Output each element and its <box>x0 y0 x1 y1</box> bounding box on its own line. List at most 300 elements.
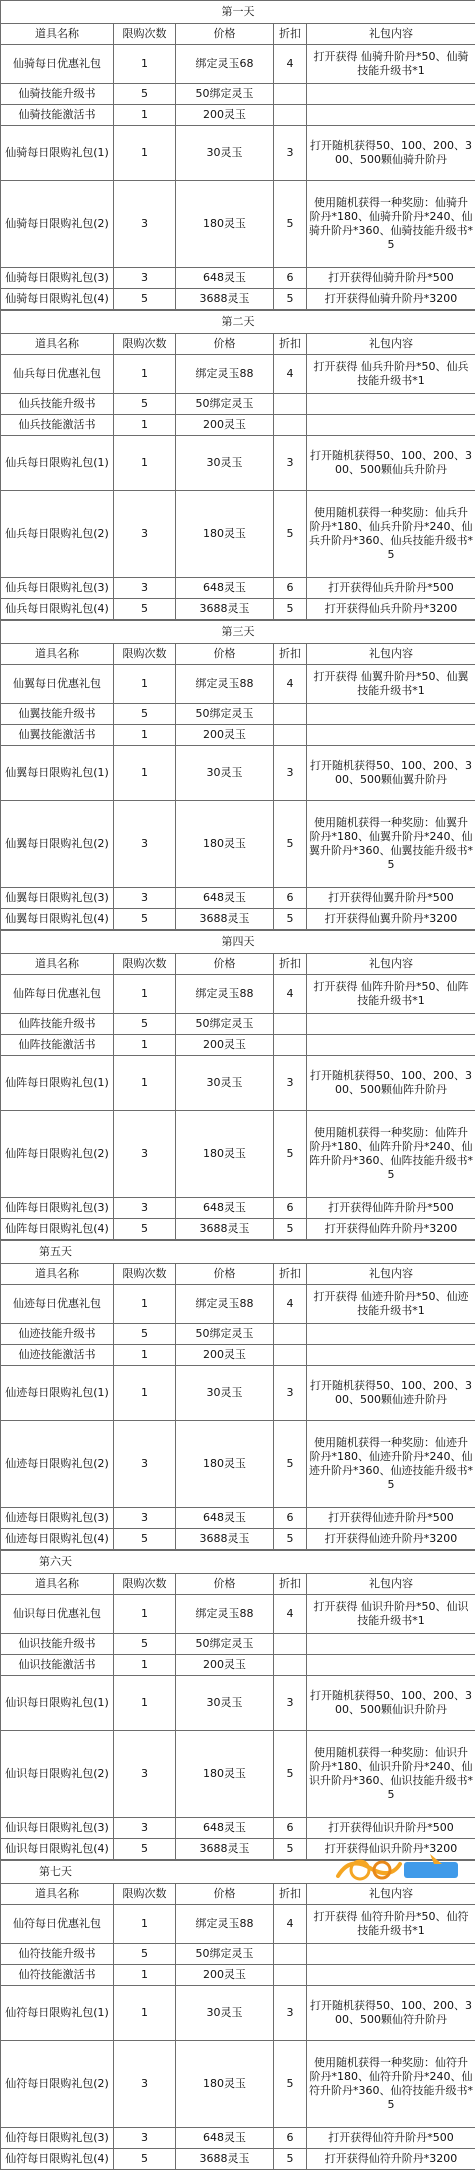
price-cell: 200灵玉 <box>176 725 274 746</box>
table-row <box>1 746 475 801</box>
item-name-cell: 仙迹每日限购礼包(2) <box>1 1421 114 1508</box>
pack-contents-cell: 打开获得仙阵升阶丹*500 <box>307 1198 475 1219</box>
discount-cell: 5 <box>274 1111 307 1198</box>
item-name-cell: 仙兵技能激活书 <box>1 415 114 436</box>
price-cell: 30灵玉 <box>176 1366 274 1421</box>
pack-contents-cell: 打开获得 仙阵升阶丹*50、仙阵技能升级书*1 <box>307 975 475 1014</box>
purchase-limit-cell: 5 <box>114 1219 176 1240</box>
table-row <box>1 725 475 746</box>
purchase-limit-cell: 3 <box>114 268 176 289</box>
purchase-limit-cell: 1 <box>114 1965 176 1986</box>
pack-contents-cell: 打开获得仙识升阶丹*500 <box>307 1818 475 1839</box>
table-row <box>1 801 475 888</box>
discount-cell: 6 <box>274 1198 307 1219</box>
price-cell: 50绑定灵玉 <box>176 1634 274 1655</box>
column-header: 礼包内容 <box>307 334 475 355</box>
column-header: 礼包内容 <box>307 1884 475 1905</box>
column-header: 折扣 <box>274 644 307 665</box>
discount-cell: 3 <box>274 1986 307 2041</box>
pack-contents-cell: 打开随机获得50、100、200、300、500颗仙兵升阶丹 <box>307 436 475 491</box>
table-row <box>1 355 475 394</box>
price-cell: 180灵玉 <box>176 2041 274 2128</box>
column-header: 道具名称 <box>1 1264 114 1285</box>
table-header-row <box>1 24 475 45</box>
price-cell: 50绑定灵玉 <box>176 394 274 415</box>
column-header: 价格 <box>176 1574 274 1595</box>
day-title: 第五天 <box>1 1241 475 1264</box>
day-title: 第四天 <box>1 931 475 954</box>
purchase-limit-cell: 1 <box>114 1345 176 1366</box>
item-name-cell: 仙翼每日优惠礼包 <box>1 665 114 704</box>
price-cell: 50绑定灵玉 <box>176 1324 274 1345</box>
item-name-cell: 仙符每日限购礼包(2) <box>1 2041 114 2128</box>
item-name-cell: 仙兵技能升级书 <box>1 394 114 415</box>
table-header-row <box>1 644 475 665</box>
discount-cell <box>274 704 307 725</box>
day-title: 第七天 <box>1 1861 475 1884</box>
table-row <box>1 181 475 268</box>
price-cell: 200灵玉 <box>176 1035 274 1056</box>
item-name-cell: 仙符每日限购礼包(1) <box>1 1986 114 2041</box>
discount-cell: 3 <box>274 436 307 491</box>
discount-cell <box>274 1655 307 1676</box>
discount-cell <box>274 105 307 126</box>
table-row <box>1 268 475 289</box>
discount-cell: 5 <box>274 1839 307 1860</box>
column-header: 价格 <box>176 1884 274 1905</box>
price-cell: 3688灵玉 <box>176 599 274 620</box>
column-header: 价格 <box>176 954 274 975</box>
item-name-cell: 仙符每日优惠礼包 <box>1 1905 114 1944</box>
discount-cell <box>274 1634 307 1655</box>
purchase-limit-cell: 5 <box>114 1014 176 1035</box>
pack-contents-cell: 打开随机获得50、100、200、300、500颗仙识升阶丹 <box>307 1676 475 1731</box>
pack-contents-cell: 使用随机获得一种奖励：仙骑升阶丹*180、仙骑升阶丹*240、仙骑升阶丹*360、仙骑技能升级书*5 <box>307 181 475 268</box>
purchase-limit-cell: 5 <box>114 394 176 415</box>
table-row <box>1 1905 475 1944</box>
pack-contents-cell: 打开随机获得50、100、200、300、500颗仙翼升阶丹 <box>307 746 475 801</box>
table-row <box>1 84 475 105</box>
day-table <box>0 1240 475 1550</box>
item-name-cell: 仙骑每日限购礼包(2) <box>1 181 114 268</box>
column-header: 道具名称 <box>1 24 114 45</box>
table-row <box>1 1529 475 1550</box>
price-cell: 绑定灵玉88 <box>176 975 274 1014</box>
table-row <box>1 1986 475 2041</box>
purchase-limit-cell: 1 <box>114 746 176 801</box>
price-cell: 30灵玉 <box>176 1676 274 1731</box>
pack-contents-cell: 打开获得 仙识升阶丹*50、仙识技能升级书*1 <box>307 1595 475 1634</box>
pack-contents-cell: 打开获得仙符升阶丹*3200 <box>307 2149 475 2170</box>
discount-cell <box>274 1345 307 1366</box>
day-title: 第六天 <box>1 1551 475 1574</box>
discount-cell: 3 <box>274 1366 307 1421</box>
discount-cell <box>274 1944 307 1965</box>
table-row <box>1 704 475 725</box>
table-row <box>1 1014 475 1035</box>
pack-contents-cell: 打开获得 仙骑升阶丹*50、仙骑技能升级书*1 <box>307 45 475 84</box>
purchase-limit-cell: 1 <box>114 1285 176 1324</box>
column-header: 折扣 <box>274 1574 307 1595</box>
column-header: 折扣 <box>274 954 307 975</box>
purchase-limit-cell: 3 <box>114 1111 176 1198</box>
table-row <box>1 2128 475 2149</box>
pack-contents-cell: 打开随机获得50、100、200、300、500颗仙符升阶丹 <box>307 1986 475 2041</box>
purchase-limit-cell: 5 <box>114 704 176 725</box>
column-header: 礼包内容 <box>307 954 475 975</box>
table-row <box>1 415 475 436</box>
item-name-cell: 仙识每日限购礼包(2) <box>1 1731 114 1818</box>
price-cell: 180灵玉 <box>176 491 274 578</box>
pack-contents-cell: 打开获得仙骑升阶丹*500 <box>307 268 475 289</box>
column-header: 折扣 <box>274 1264 307 1285</box>
table-row <box>1 491 475 578</box>
pack-contents-cell: 打开获得 仙兵升阶丹*50、仙兵技能升级书*1 <box>307 355 475 394</box>
table-row <box>1 1366 475 1421</box>
item-name-cell: 仙符每日限购礼包(4) <box>1 2149 114 2170</box>
item-name-cell: 仙阵技能升级书 <box>1 1014 114 1035</box>
price-cell: 30灵玉 <box>176 746 274 801</box>
item-name-cell: 仙识每日限购礼包(1) <box>1 1676 114 1731</box>
site-logo-watermark <box>330 1850 470 1884</box>
price-cell: 绑定灵玉88 <box>176 665 274 704</box>
purchase-limit-cell: 5 <box>114 1634 176 1655</box>
column-header: 道具名称 <box>1 954 114 975</box>
discount-cell <box>274 1035 307 1056</box>
purchase-limit-cell: 1 <box>114 725 176 746</box>
table-header-row <box>1 1264 475 1285</box>
discount-cell: 5 <box>274 801 307 888</box>
purchase-limit-cell: 1 <box>114 1905 176 1944</box>
item-name-cell: 仙识技能激活书 <box>1 1655 114 1676</box>
pack-contents-cell: 使用随机获得一种奖励：仙识升阶丹*180、仙识升阶丹*240、仙识升阶丹*360、仙识技能升级书*5 <box>307 1731 475 1818</box>
purchase-limit-cell: 1 <box>114 355 176 394</box>
item-name-cell: 仙阵每日限购礼包(3) <box>1 1198 114 1219</box>
item-name-cell: 仙兵每日限购礼包(4) <box>1 599 114 620</box>
pack-contents-cell: 使用随机获得一种奖励：仙兵升阶丹*180、仙兵升阶丹*240、仙兵升阶丹*360、仙兵技能升级书*5 <box>307 491 475 578</box>
purchase-limit-cell: 3 <box>114 1731 176 1818</box>
discount-cell: 6 <box>274 578 307 599</box>
item-name-cell: 仙兵每日限购礼包(1) <box>1 436 114 491</box>
column-header: 道具名称 <box>1 1574 114 1595</box>
discount-cell: 5 <box>274 2149 307 2170</box>
discount-cell: 5 <box>274 1529 307 1550</box>
purchase-limit-cell: 5 <box>114 909 176 930</box>
table-row <box>1 1111 475 1198</box>
day-title: 第一天 <box>1 1 475 24</box>
discount-cell: 6 <box>274 1508 307 1529</box>
price-cell: 50绑定灵玉 <box>176 84 274 105</box>
price-cell: 180灵玉 <box>176 181 274 268</box>
purchase-limit-cell: 3 <box>114 1421 176 1508</box>
price-cell: 648灵玉 <box>176 1818 274 1839</box>
table-row <box>1 2149 475 2170</box>
discount-cell: 3 <box>274 126 307 181</box>
price-cell: 3688灵玉 <box>176 1529 274 1550</box>
day-title-row <box>1 1241 475 1264</box>
column-header: 限购次数 <box>114 954 176 975</box>
price-cell: 30灵玉 <box>176 1986 274 2041</box>
purchase-limit-cell: 3 <box>114 1508 176 1529</box>
discount-cell: 4 <box>274 1285 307 1324</box>
discount-cell <box>274 415 307 436</box>
column-header: 限购次数 <box>114 1264 176 1285</box>
discount-cell: 5 <box>274 181 307 268</box>
purchase-limit-cell: 5 <box>114 289 176 310</box>
table-row <box>1 1944 475 1965</box>
purchase-limit-cell: 3 <box>114 2041 176 2128</box>
column-header: 礼包内容 <box>307 1574 475 1595</box>
pack-contents-cell <box>307 1634 475 1655</box>
day-title-row <box>1 1 475 24</box>
price-cell: 50绑定灵玉 <box>176 704 274 725</box>
price-cell: 绑定灵玉88 <box>176 1595 274 1634</box>
price-cell: 50绑定灵玉 <box>176 1014 274 1035</box>
pack-contents-cell: 打开随机获得50、100、200、300、500颗仙骑升阶丹 <box>307 126 475 181</box>
purchase-limit-cell: 5 <box>114 599 176 620</box>
price-cell: 30灵玉 <box>176 436 274 491</box>
price-cell: 200灵玉 <box>176 1345 274 1366</box>
item-name-cell: 仙阵每日优惠礼包 <box>1 975 114 1014</box>
table-row <box>1 1965 475 1986</box>
discount-cell: 6 <box>274 1818 307 1839</box>
purchase-limit-cell: 1 <box>114 1986 176 2041</box>
item-name-cell: 仙迹每日限购礼包(3) <box>1 1508 114 1529</box>
price-cell: 绑定灵玉88 <box>176 1285 274 1324</box>
table-row <box>1 1324 475 1345</box>
purchase-limit-cell: 1 <box>114 975 176 1014</box>
column-header: 礼包内容 <box>307 644 475 665</box>
discount-cell: 5 <box>274 1421 307 1508</box>
price-cell: 648灵玉 <box>176 268 274 289</box>
table-row <box>1 888 475 909</box>
pack-contents-cell <box>307 394 475 415</box>
item-name-cell: 仙识每日优惠礼包 <box>1 1595 114 1634</box>
discount-cell <box>274 1014 307 1035</box>
column-header: 道具名称 <box>1 334 114 355</box>
discount-cell: 5 <box>274 909 307 930</box>
pack-contents-cell: 使用随机获得一种奖励：仙迹升阶丹*180、仙迹升阶丹*240、仙迹升阶丹*360、仙迹技能升级书*5 <box>307 1421 475 1508</box>
purchase-limit-cell: 1 <box>114 126 176 181</box>
purchase-limit-cell: 5 <box>114 1839 176 1860</box>
pack-contents-cell: 打开获得仙识升阶丹*3200 <box>307 1839 475 1860</box>
item-name-cell: 仙翼每日限购礼包(2) <box>1 801 114 888</box>
discount-cell: 6 <box>274 268 307 289</box>
table-header-row <box>1 954 475 975</box>
item-name-cell: 仙骑每日限购礼包(3) <box>1 268 114 289</box>
pack-contents-cell: 打开获得仙阵升阶丹*3200 <box>307 1219 475 1240</box>
pack-contents-cell <box>307 1965 475 1986</box>
discount-cell: 5 <box>274 491 307 578</box>
column-header: 限购次数 <box>114 24 176 45</box>
purchase-limit-cell: 1 <box>114 1035 176 1056</box>
day-title-row <box>1 1551 475 1574</box>
purchase-limit-cell: 1 <box>114 45 176 84</box>
discount-cell: 4 <box>274 1905 307 1944</box>
discount-cell: 3 <box>274 1056 307 1111</box>
table-row <box>1 1345 475 1366</box>
purchase-limit-cell: 1 <box>114 436 176 491</box>
pack-contents-cell: 打开获得仙迹升阶丹*3200 <box>307 1529 475 1550</box>
table-row <box>1 394 475 415</box>
pack-contents-cell: 打开随机获得50、100、200、300、500颗仙迹升阶丹 <box>307 1366 475 1421</box>
purchase-limit-cell: 5 <box>114 84 176 105</box>
discount-cell <box>274 725 307 746</box>
table-row <box>1 2041 475 2128</box>
day-table <box>0 310 475 620</box>
pack-contents-cell: 打开获得仙符升阶丹*500 <box>307 2128 475 2149</box>
purchase-limit-cell: 1 <box>114 1366 176 1421</box>
table-row <box>1 45 475 84</box>
pack-contents-cell: 打开获得 仙迹升阶丹*50、仙迹技能升级书*1 <box>307 1285 475 1324</box>
day-table <box>0 620 475 930</box>
column-header: 礼包内容 <box>307 1264 475 1285</box>
table-row <box>1 665 475 704</box>
price-cell: 30灵玉 <box>176 1056 274 1111</box>
discount-cell: 5 <box>274 1731 307 1818</box>
purchase-limit-cell: 3 <box>114 181 176 268</box>
purchase-limit-cell: 1 <box>114 1595 176 1634</box>
discount-cell: 3 <box>274 1676 307 1731</box>
purchase-limit-cell: 3 <box>114 578 176 599</box>
purchase-limit-cell: 3 <box>114 801 176 888</box>
item-name-cell: 仙翼每日限购礼包(4) <box>1 909 114 930</box>
table-row <box>1 126 475 181</box>
price-cell: 200灵玉 <box>176 1965 274 1986</box>
pack-contents-cell <box>307 415 475 436</box>
table-row <box>1 1508 475 1529</box>
table-row <box>1 1035 475 1056</box>
column-header: 限购次数 <box>114 1884 176 1905</box>
item-name-cell: 仙兵每日限购礼包(3) <box>1 578 114 599</box>
price-cell: 648灵玉 <box>176 1508 274 1529</box>
day-title: 第三天 <box>1 621 475 644</box>
table-row <box>1 1595 475 1634</box>
item-name-cell: 仙迹每日优惠礼包 <box>1 1285 114 1324</box>
price-cell: 绑定灵玉68 <box>176 45 274 84</box>
price-cell: 180灵玉 <box>176 1111 274 1198</box>
pack-contents-cell: 打开获得仙翼升阶丹*3200 <box>307 909 475 930</box>
table-header-row <box>1 334 475 355</box>
table-row <box>1 1056 475 1111</box>
price-cell: 648灵玉 <box>176 888 274 909</box>
purchase-limit-cell: 3 <box>114 2128 176 2149</box>
pack-contents-cell: 打开获得仙兵升阶丹*500 <box>307 578 475 599</box>
discount-cell: 6 <box>274 2128 307 2149</box>
table-row <box>1 289 475 310</box>
price-cell: 3688灵玉 <box>176 1839 274 1860</box>
item-name-cell: 仙阵每日限购礼包(2) <box>1 1111 114 1198</box>
pack-contents-cell: 打开随机获得50、100、200、300、500颗仙阵升阶丹 <box>307 1056 475 1111</box>
price-cell: 180灵玉 <box>176 1421 274 1508</box>
purchase-limit-cell: 3 <box>114 1818 176 1839</box>
purchase-limit-cell: 1 <box>114 1056 176 1111</box>
purchase-limit-cell: 3 <box>114 491 176 578</box>
price-cell: 648灵玉 <box>176 1198 274 1219</box>
item-name-cell: 仙翼每日限购礼包(3) <box>1 888 114 909</box>
table-row <box>1 1285 475 1324</box>
discount-cell <box>274 1965 307 1986</box>
item-name-cell: 仙翼技能升级书 <box>1 704 114 725</box>
item-name-cell: 仙翼技能激活书 <box>1 725 114 746</box>
pack-contents-cell <box>307 1324 475 1345</box>
price-cell: 绑定灵玉88 <box>176 355 274 394</box>
day-table <box>0 1860 475 2170</box>
table-row <box>1 975 475 1014</box>
pack-contents-cell: 打开获得 仙符升阶丹*50、仙符技能升级书*1 <box>307 1905 475 1944</box>
discount-cell: 4 <box>274 45 307 84</box>
item-name-cell: 仙阵每日限购礼包(4) <box>1 1219 114 1240</box>
price-cell: 200灵玉 <box>176 1655 274 1676</box>
pack-contents-cell <box>307 704 475 725</box>
price-cell: 3688灵玉 <box>176 2149 274 2170</box>
price-cell: 3688灵玉 <box>176 1219 274 1240</box>
column-header: 限购次数 <box>114 644 176 665</box>
column-header: 价格 <box>176 334 274 355</box>
column-header: 折扣 <box>274 1884 307 1905</box>
pack-contents-cell <box>307 725 475 746</box>
table-row <box>1 105 475 126</box>
discount-cell: 5 <box>274 289 307 310</box>
item-name-cell: 仙骑技能升级书 <box>1 84 114 105</box>
day-table <box>0 1550 475 1860</box>
item-name-cell: 仙骑每日优惠礼包 <box>1 45 114 84</box>
price-cell: 648灵玉 <box>176 578 274 599</box>
price-cell: 3688灵玉 <box>176 289 274 310</box>
price-cell: 3688灵玉 <box>176 909 274 930</box>
pack-contents-cell <box>307 1035 475 1056</box>
item-name-cell: 仙识每日限购礼包(3) <box>1 1818 114 1839</box>
pack-contents-cell: 使用随机获得一种奖励：仙翼升阶丹*180、仙翼升阶丹*240、仙翼升阶丹*360、仙翼技能升级书*5 <box>307 801 475 888</box>
day-title-row <box>1 311 475 334</box>
discount-cell: 3 <box>274 746 307 801</box>
pack-contents-cell: 打开获得仙迹升阶丹*500 <box>307 1508 475 1529</box>
purchase-limit-cell: 1 <box>114 415 176 436</box>
item-name-cell: 仙阵每日限购礼包(1) <box>1 1056 114 1111</box>
price-cell: 绑定灵玉88 <box>176 1905 274 1944</box>
column-header: 限购次数 <box>114 1574 176 1595</box>
column-header: 价格 <box>176 644 274 665</box>
table-row <box>1 1421 475 1508</box>
pack-contents-cell <box>307 1014 475 1035</box>
table-header-row <box>1 1574 475 1595</box>
pack-contents-cell: 打开获得 仙翼升阶丹*50、仙翼技能升级书*1 <box>307 665 475 704</box>
table-row <box>1 909 475 930</box>
column-header: 礼包内容 <box>307 24 475 45</box>
table-row <box>1 1731 475 1818</box>
column-header: 限购次数 <box>114 334 176 355</box>
item-name-cell: 仙符每日限购礼包(3) <box>1 2128 114 2149</box>
pack-contents-cell: 打开获得仙兵升阶丹*3200 <box>307 599 475 620</box>
column-header: 折扣 <box>274 24 307 45</box>
item-name-cell: 仙骑每日限购礼包(1) <box>1 126 114 181</box>
discount-cell: 5 <box>274 1219 307 1240</box>
table-row <box>1 1634 475 1655</box>
pack-contents-cell <box>307 105 475 126</box>
table-row <box>1 1655 475 1676</box>
purchase-limit-cell: 5 <box>114 1324 176 1345</box>
item-name-cell: 仙迹每日限购礼包(1) <box>1 1366 114 1421</box>
day-table <box>0 0 475 310</box>
purchase-limit-cell: 5 <box>114 1529 176 1550</box>
item-name-cell: 仙翼每日限购礼包(1) <box>1 746 114 801</box>
discount-cell: 4 <box>274 355 307 394</box>
purchase-limit-cell: 3 <box>114 1198 176 1219</box>
pack-contents-cell: 使用随机获得一种奖励：仙符升阶丹*180、仙符升阶丹*240、仙符升阶丹*360、仙符技能升级书*5 <box>307 2041 475 2128</box>
discount-cell <box>274 84 307 105</box>
purchase-limit-cell: 1 <box>114 1676 176 1731</box>
item-name-cell: 仙迹技能升级书 <box>1 1324 114 1345</box>
